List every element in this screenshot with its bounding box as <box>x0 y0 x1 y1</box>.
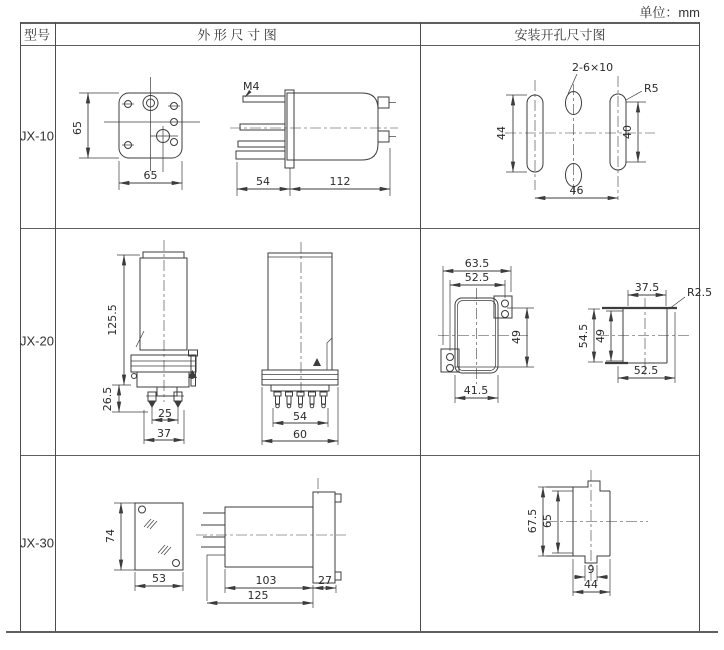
dim-label: 44 <box>584 578 598 591</box>
dim-label: 54 <box>293 410 307 423</box>
dim-label: 54.5 <box>577 323 590 349</box>
dim-label: 9 <box>587 563 595 576</box>
dim-label: 26.5 <box>101 386 114 412</box>
dim-label: 37.5 <box>634 281 660 294</box>
model-jx30: JX-30 <box>20 535 54 551</box>
unit-label: 单位：mm <box>639 5 700 20</box>
jx20-front-view <box>101 240 198 444</box>
dim-label: 125.5 <box>106 304 119 336</box>
dim-label: M4 <box>243 80 260 93</box>
jx20-outline-drawing <box>56 229 420 454</box>
dim-label: 67.5 <box>526 508 539 534</box>
jx20-mounting-drawing <box>421 229 713 454</box>
dim-label: 60 <box>293 428 307 441</box>
dim-label: 125 <box>247 589 269 602</box>
dim-label: 52.5 <box>464 271 490 284</box>
jx10-front-view <box>71 77 200 190</box>
header-mounting: 安装开孔尺寸图 <box>514 27 606 43</box>
dim-label: 41.5 <box>463 384 489 397</box>
jx20-panel-view <box>577 281 712 383</box>
jx30-mounting-drawing <box>421 456 700 631</box>
header-outline: 外 形 尺 寸 图 <box>197 27 277 43</box>
dim-label: 52.5 <box>633 364 659 377</box>
dim-label: 65 <box>541 514 554 528</box>
dim-label: 74 <box>104 529 117 543</box>
model-jx20: JX-20 <box>20 333 54 349</box>
jx10-outline-drawing <box>56 46 420 228</box>
dim-label: 65 <box>143 169 158 182</box>
jx30-outline-drawing <box>56 456 420 631</box>
dim-label: 49 <box>510 330 523 344</box>
dim-label: 44 <box>495 126 508 140</box>
dim-label: 103 <box>255 574 277 587</box>
dim-label: 65 <box>71 121 84 135</box>
dim-label: 112 <box>329 175 351 188</box>
dim-label: 54 <box>256 175 270 188</box>
jx30-mounting-view <box>526 470 648 596</box>
jx30-side-view <box>196 478 346 608</box>
jx20-side-view <box>262 242 338 445</box>
model-jx10: JX-10 <box>20 128 54 144</box>
dim-label: 53 <box>152 572 166 585</box>
jx20-cutout-view <box>438 257 534 403</box>
dim-label: 63.5 <box>464 257 490 270</box>
dim-label: 40 <box>621 125 634 139</box>
dim-label: 37 <box>157 427 171 440</box>
jx10-mounting-drawing <box>421 46 700 228</box>
dim-label: R5 <box>644 82 659 95</box>
jx10-mounting-view <box>495 61 659 200</box>
dim-label: 25 <box>158 407 172 420</box>
dim-label: 2-6×10 <box>572 61 614 74</box>
dim-label: 27 <box>318 574 332 587</box>
jx10-side-view <box>230 80 398 196</box>
jx30-front-view <box>104 503 183 591</box>
dim-label: 49 <box>594 329 607 343</box>
dim-label: 46 <box>569 184 584 197</box>
header-model: 型号 <box>23 27 51 43</box>
dim-label: R2.5 <box>687 286 713 299</box>
